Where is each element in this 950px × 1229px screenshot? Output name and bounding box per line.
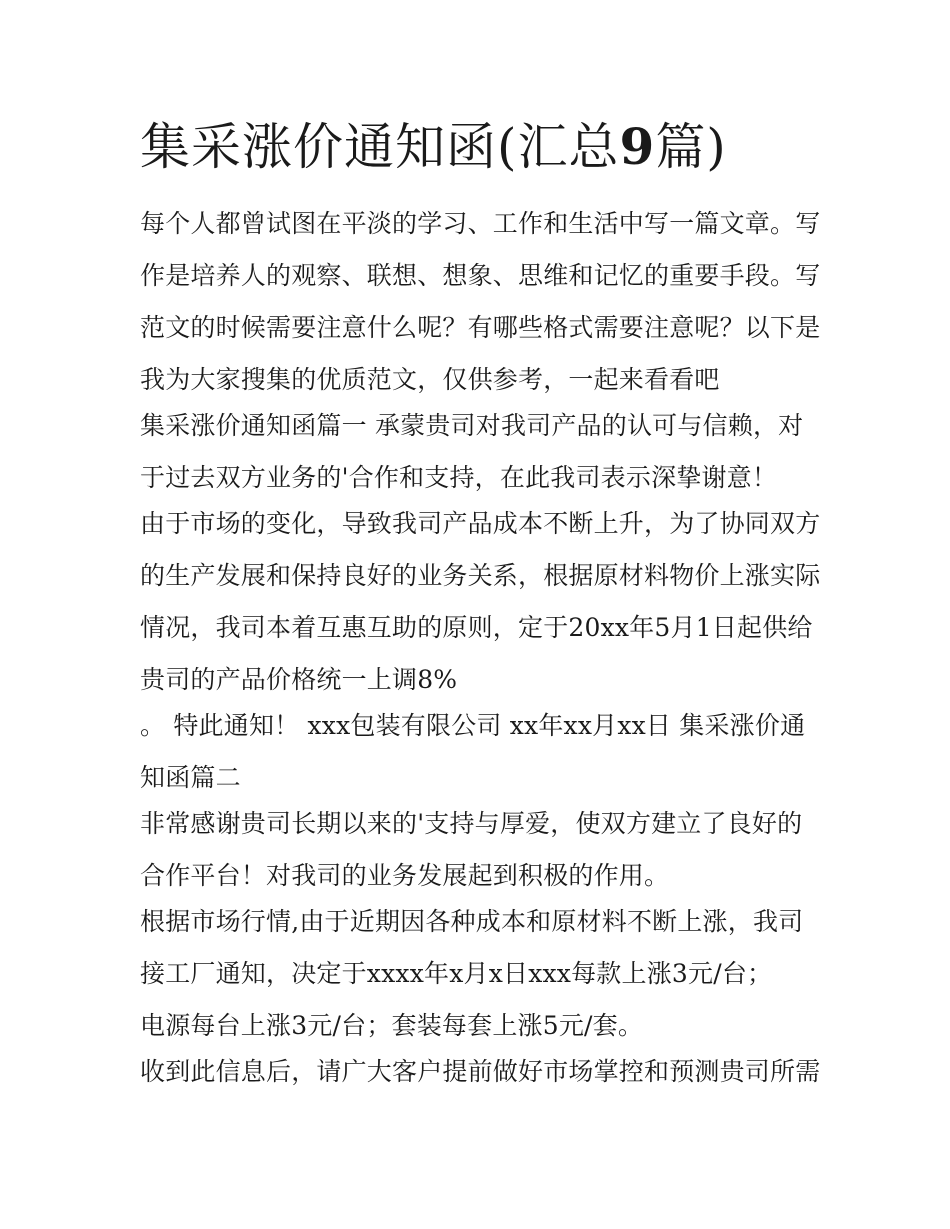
body-line: 由于市场的变化，导致我司产品成本不断上升，为了协同双方 xyxy=(140,509,821,538)
body-line: 收到此信息后，请广大客户提前做好市场掌控和预测贵司所需 xyxy=(140,1057,821,1086)
title-suffix: 篇) xyxy=(655,118,727,176)
body-line: 每个人都曾试图在平淡的学习、工作和生活中写一篇文章。写 xyxy=(140,209,821,238)
body-line: 。 特此通知！ xxx包装有限公司 xx年xx月xx日 集采涨价通 xyxy=(140,711,806,740)
body-line: 电源每台上涨3元/台；套装每套上涨5元/套。 xyxy=(140,1011,644,1040)
body-line: 贵司的产品价格统一上调8% xyxy=(140,665,458,694)
body-line: 根据市场行情,由于近期因各种成本和原材料不断上涨，我司 xyxy=(140,907,804,936)
body-line: 情况，我司本着互惠互助的原则，定于20xx年5月1日起供给 xyxy=(140,613,813,642)
title-prefix: 集采涨价通知函(汇总 xyxy=(140,118,620,176)
body-line: 我为大家搜集的优质范文，仅供参考，一起来看看吧 xyxy=(140,365,720,394)
body-line: 非常感谢贵司长期以来的'支持与厚爱，使双方建立了良好的 xyxy=(140,809,803,838)
title-number: 9 xyxy=(619,117,656,176)
document-body xyxy=(140,204,820,1104)
body-line: 集采涨价通知函篇一 承蒙贵司对我司产品的认可与信赖，对 xyxy=(140,411,804,440)
body-line: 作是培养人的观察、联想、想象、思维和记忆的重要手段。写 xyxy=(140,261,821,290)
body-line: 范文的时候需要注意什么呢？有哪些格式需要注意呢？以下是 xyxy=(140,313,821,342)
body-line: 的生产发展和保持良好的业务关系，根据原材料物价上涨实际 xyxy=(140,561,821,590)
body-line: 于过去双方业务的'合作和支持，在此我司表示深挚谢意！ xyxy=(140,463,778,492)
body-line: 知函篇二 xyxy=(140,763,241,792)
document-title xyxy=(140,112,727,182)
body-line: 接工厂通知，决定于xxxx年x月x日xxx每款上涨3元/台； xyxy=(140,959,773,988)
body-line: 合作平台！对我司的业务发展起到积极的作用。 xyxy=(140,861,670,890)
